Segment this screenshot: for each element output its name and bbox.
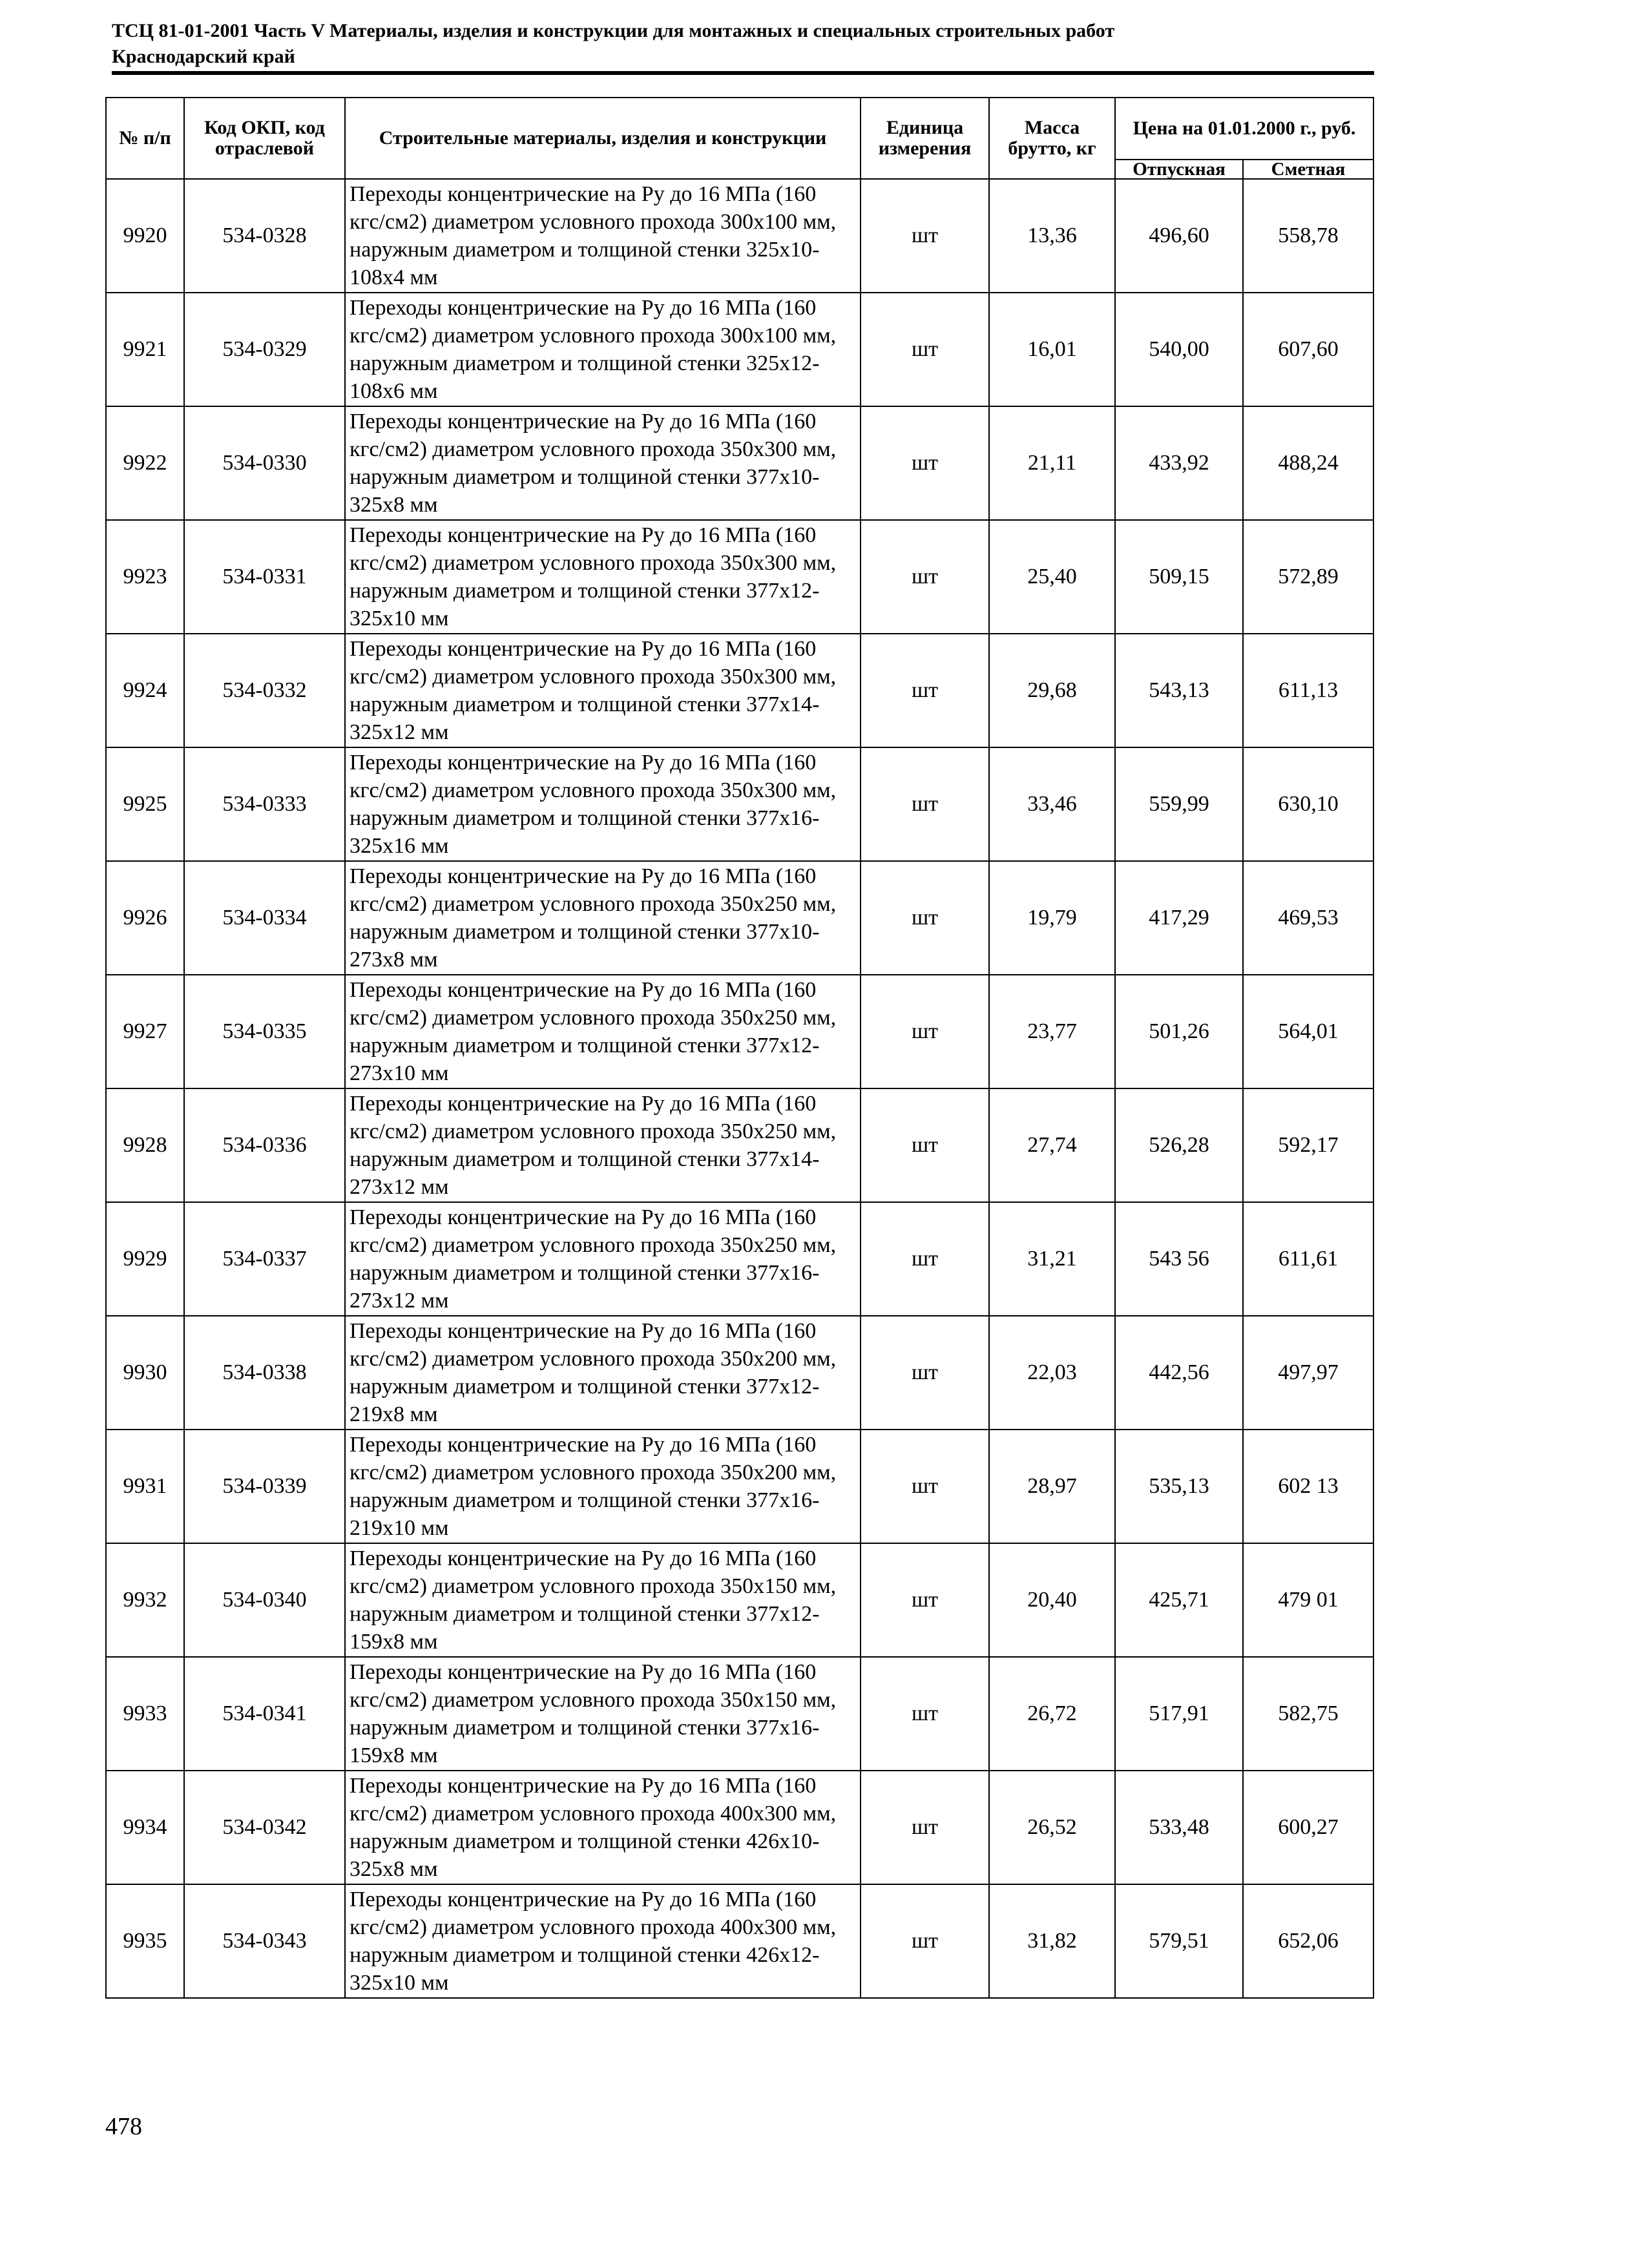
cell-price-estimate: 479 01 [1243, 1543, 1373, 1657]
cell-code: 534-0335 [184, 975, 345, 1088]
cell-unit: шт [861, 179, 989, 293]
cell-price-release: 496,60 [1115, 179, 1243, 293]
cell-name: Переходы концентрические на Ру до 16 МПа (160 кгс/см2) диаметром условного прохода 350х150 мм, наружным диаметром и толщиной стенки 377х16-159х8 мм [345, 1657, 861, 1771]
table-row [106, 975, 1373, 1088]
cell-name: Переходы концентрические на Ру до 16 МПа (160 кгс/см2) диаметром условного прохода 350х150 мм, наружным диаметром и толщиной стенки 377х12-159х8 мм [345, 1543, 861, 1657]
cell-code: 534-0333 [184, 747, 345, 861]
cell-unit: шт [861, 1884, 989, 1998]
cell-name: Переходы концентрические на Ру до 16 МПа (160 кгс/см2) диаметром условного прохода 350х250 мм, наружным диаметром и толщиной стенки 377х12-273х10 мм [345, 975, 861, 1088]
cell-unit: шт [861, 1202, 989, 1316]
header-rule [112, 71, 1374, 75]
cell-num: 9922 [106, 406, 184, 520]
table-row [106, 406, 1373, 520]
cell-mass: 13,36 [989, 179, 1115, 293]
table-row [106, 1202, 1373, 1316]
cell-num: 9929 [106, 1202, 184, 1316]
cell-price-estimate: 558,78 [1243, 179, 1373, 293]
cell-price-release: 579,51 [1115, 1884, 1243, 1998]
cell-price-estimate: 611,61 [1243, 1202, 1373, 1316]
cell-unit: шт [861, 1088, 989, 1202]
cell-price-estimate: 600,27 [1243, 1771, 1373, 1884]
cell-name: Переходы концентрические на Ру до 16 МПа (160 кгс/см2) диаметром условного прохода 350х250 мм, наружным диаметром и толщиной стенки 377х14-273х12 мм [345, 1088, 861, 1202]
cell-code: 534-0341 [184, 1657, 345, 1771]
cell-mass: 21,11 [989, 406, 1115, 520]
cell-mass: 29,68 [989, 634, 1115, 747]
cell-price-release: 559,99 [1115, 747, 1243, 861]
column-header-code: Код ОКП, код отраслевой [184, 98, 345, 179]
table-row [106, 1543, 1373, 1657]
column-header-price-release: Отпускная [1115, 160, 1243, 179]
cell-num: 9924 [106, 634, 184, 747]
cell-num: 9928 [106, 1088, 184, 1202]
cell-price-release: 501,26 [1115, 975, 1243, 1088]
table-row [106, 1657, 1373, 1771]
cell-mass: 31,82 [989, 1884, 1115, 1998]
cell-num: 9927 [106, 975, 184, 1088]
cell-code: 534-0331 [184, 520, 345, 634]
column-header-unit: Единица измерения [861, 98, 989, 179]
column-header-num: № п/п [106, 98, 184, 179]
cell-mass: 31,21 [989, 1202, 1115, 1316]
cell-unit: шт [861, 1316, 989, 1430]
table-row [106, 1088, 1373, 1202]
cell-mass: 28,97 [989, 1430, 1115, 1543]
table-row [106, 747, 1373, 861]
cell-code: 534-0334 [184, 861, 345, 975]
cell-name: Переходы концентрические на Ру до 16 МПа (160 кгс/см2) диаметром условного прохода 350х200 мм, наружным диаметром и толщиной стенки 377х16-219х10 мм [345, 1430, 861, 1543]
cell-code: 534-0329 [184, 293, 345, 406]
cell-name: Переходы концентрические на Ру до 16 МПа (160 кгс/см2) диаметром условного прохода 400х300 мм, наружным диаметром и толщиной стенки 426х10-325х8 мм [345, 1771, 861, 1884]
cell-num: 9925 [106, 747, 184, 861]
cell-code: 534-0336 [184, 1088, 345, 1202]
cell-name: Переходы концентрические на Ру до 16 МПа (160 кгс/см2) диаметром условного прохода 300х100 мм, наружным диаметром и толщиной стенки 325х12-108х6 мм [345, 293, 861, 406]
cell-code: 534-0328 [184, 179, 345, 293]
cell-price-estimate: 652,06 [1243, 1884, 1373, 1998]
cell-price-estimate: 592,17 [1243, 1088, 1373, 1202]
price-table [105, 97, 1374, 1999]
cell-price-release: 425,71 [1115, 1543, 1243, 1657]
cell-name: Переходы концентрические на Ру до 16 МПа (160 кгс/см2) диаметром условного прохода 350х300 мм, наружным диаметром и толщиной стенки 377х12-325х10 мм [345, 520, 861, 634]
table-row [106, 1430, 1373, 1543]
column-header-name: Строительные материалы, изделия и конструкции [345, 98, 861, 179]
cell-price-estimate: 607,60 [1243, 293, 1373, 406]
cell-name: Переходы концентрические на Ру до 16 МПа (160 кгс/см2) диаметром условного прохода 350х300 мм, наружным диаметром и толщиной стенки 377х14-325х12 мм [345, 634, 861, 747]
cell-price-estimate: 564,01 [1243, 975, 1373, 1088]
cell-unit: шт [861, 1430, 989, 1543]
cell-mass: 26,52 [989, 1771, 1115, 1884]
cell-num: 9920 [106, 179, 184, 293]
cell-unit: шт [861, 1543, 989, 1657]
cell-price-estimate: 611,13 [1243, 634, 1373, 747]
cell-price-estimate: 572,89 [1243, 520, 1373, 634]
cell-code: 534-0332 [184, 634, 345, 747]
cell-price-release: 533,48 [1115, 1771, 1243, 1884]
cell-price-estimate: 469,53 [1243, 861, 1373, 975]
cell-price-estimate: 497,97 [1243, 1316, 1373, 1430]
table-row [106, 1771, 1373, 1884]
table-row [106, 520, 1373, 634]
cell-mass: 26,72 [989, 1657, 1115, 1771]
column-header-price-estimate: Сметная [1243, 160, 1373, 179]
cell-mass: 23,77 [989, 975, 1115, 1088]
cell-name: Переходы концентрические на Ру до 16 МПа (160 кгс/см2) диаметром условного прохода 350х300 мм, наружным диаметром и толщиной стенки 377х16-325х16 мм [345, 747, 861, 861]
cell-price-estimate: 602 13 [1243, 1430, 1373, 1543]
cell-num: 9923 [106, 520, 184, 634]
cell-price-release: 543 56 [1115, 1202, 1243, 1316]
cell-mass: 27,74 [989, 1088, 1115, 1202]
cell-unit: шт [861, 747, 989, 861]
cell-price-release: 543,13 [1115, 634, 1243, 747]
cell-mass: 25,40 [989, 520, 1115, 634]
cell-unit: шт [861, 406, 989, 520]
cell-price-estimate: 582,75 [1243, 1657, 1373, 1771]
cell-price-estimate: 630,10 [1243, 747, 1373, 861]
cell-unit: шт [861, 634, 989, 747]
cell-price-release: 540,00 [1115, 293, 1243, 406]
cell-price-release: 417,29 [1115, 861, 1243, 975]
cell-price-release: 526,28 [1115, 1088, 1243, 1202]
cell-num: 9935 [106, 1884, 184, 1998]
cell-code: 534-0337 [184, 1202, 345, 1316]
cell-unit: шт [861, 861, 989, 975]
cell-unit: шт [861, 1657, 989, 1771]
cell-code: 534-0330 [184, 406, 345, 520]
header-region: Краснодарский край [112, 46, 295, 67]
cell-name: Переходы концентрические на Ру до 16 МПа (160 кгс/см2) диаметром условного прохода 350х300 мм, наружным диаметром и толщиной стенки 377х10-325х8 мм [345, 406, 861, 520]
cell-name: Переходы концентрические на Ру до 16 МПа (160 кгс/см2) диаметром условного прохода 400х300 мм, наружным диаметром и толщиной стенки 426х12-325х10 мм [345, 1884, 861, 1998]
cell-unit: шт [861, 520, 989, 634]
cell-price-release: 535,13 [1115, 1430, 1243, 1543]
cell-name: Переходы концентрические на Ру до 16 МПа (160 кгс/см2) диаметром условного прохода 300х100 мм, наружным диаметром и толщиной стенки 325х10-108х4 мм [345, 179, 861, 293]
table-row [106, 634, 1373, 747]
cell-unit: шт [861, 1771, 989, 1884]
cell-name: Переходы концентрические на Ру до 16 МПа (160 кгс/см2) диаметром условного прохода 350х250 мм, наружным диаметром и толщиной стенки 377х16-273х12 мм [345, 1202, 861, 1316]
cell-code: 534-0339 [184, 1430, 345, 1543]
cell-price-release: 433,92 [1115, 406, 1243, 520]
table-body [106, 179, 1373, 1998]
cell-code: 534-0342 [184, 1771, 345, 1884]
cell-name: Переходы концентрические на Ру до 16 МПа (160 кгс/см2) диаметром условного прохода 350х250 мм, наружным диаметром и толщиной стенки 377х10-273х8 мм [345, 861, 861, 975]
cell-price-estimate: 488,24 [1243, 406, 1373, 520]
cell-code: 534-0340 [184, 1543, 345, 1657]
table-row [106, 1316, 1373, 1430]
cell-name: Переходы концентрические на Ру до 16 МПа (160 кгс/см2) диаметром условного прохода 350х200 мм, наружным диаметром и толщиной стенки 377х12-219х8 мм [345, 1316, 861, 1430]
table-row [106, 861, 1373, 975]
cell-code: 534-0343 [184, 1884, 345, 1998]
cell-price-release: 442,56 [1115, 1316, 1243, 1430]
cell-price-release: 509,15 [1115, 520, 1243, 634]
cell-price-release: 517,91 [1115, 1657, 1243, 1771]
cell-mass: 16,01 [989, 293, 1115, 406]
header-title: ТСЦ 81-01-2001 Часть V Материалы, изделия и конструкции для монтажных и специальных строительных работ [112, 20, 1115, 41]
cell-code: 534-0338 [184, 1316, 345, 1430]
column-header-price-group: Цена на 01.01.2000 г., руб. [1115, 98, 1373, 160]
cell-num: 9934 [106, 1771, 184, 1884]
cell-mass: 20,40 [989, 1543, 1115, 1657]
cell-num: 9926 [106, 861, 184, 975]
cell-num: 9933 [106, 1657, 184, 1771]
document-header [112, 18, 1374, 70]
cell-unit: шт [861, 293, 989, 406]
cell-mass: 19,79 [989, 861, 1115, 975]
cell-mass: 33,46 [989, 747, 1115, 861]
cell-num: 9932 [106, 1543, 184, 1657]
cell-num: 9931 [106, 1430, 184, 1543]
table-row [106, 293, 1373, 406]
cell-unit: шт [861, 975, 989, 1088]
cell-mass: 22,03 [989, 1316, 1115, 1430]
column-header-mass: Масса брутто, кг [989, 98, 1115, 179]
table-row [106, 179, 1373, 293]
page-number: 478 [105, 2113, 142, 2140]
cell-num: 9930 [106, 1316, 184, 1430]
cell-num: 9921 [106, 293, 184, 406]
table-row [106, 1884, 1373, 1998]
